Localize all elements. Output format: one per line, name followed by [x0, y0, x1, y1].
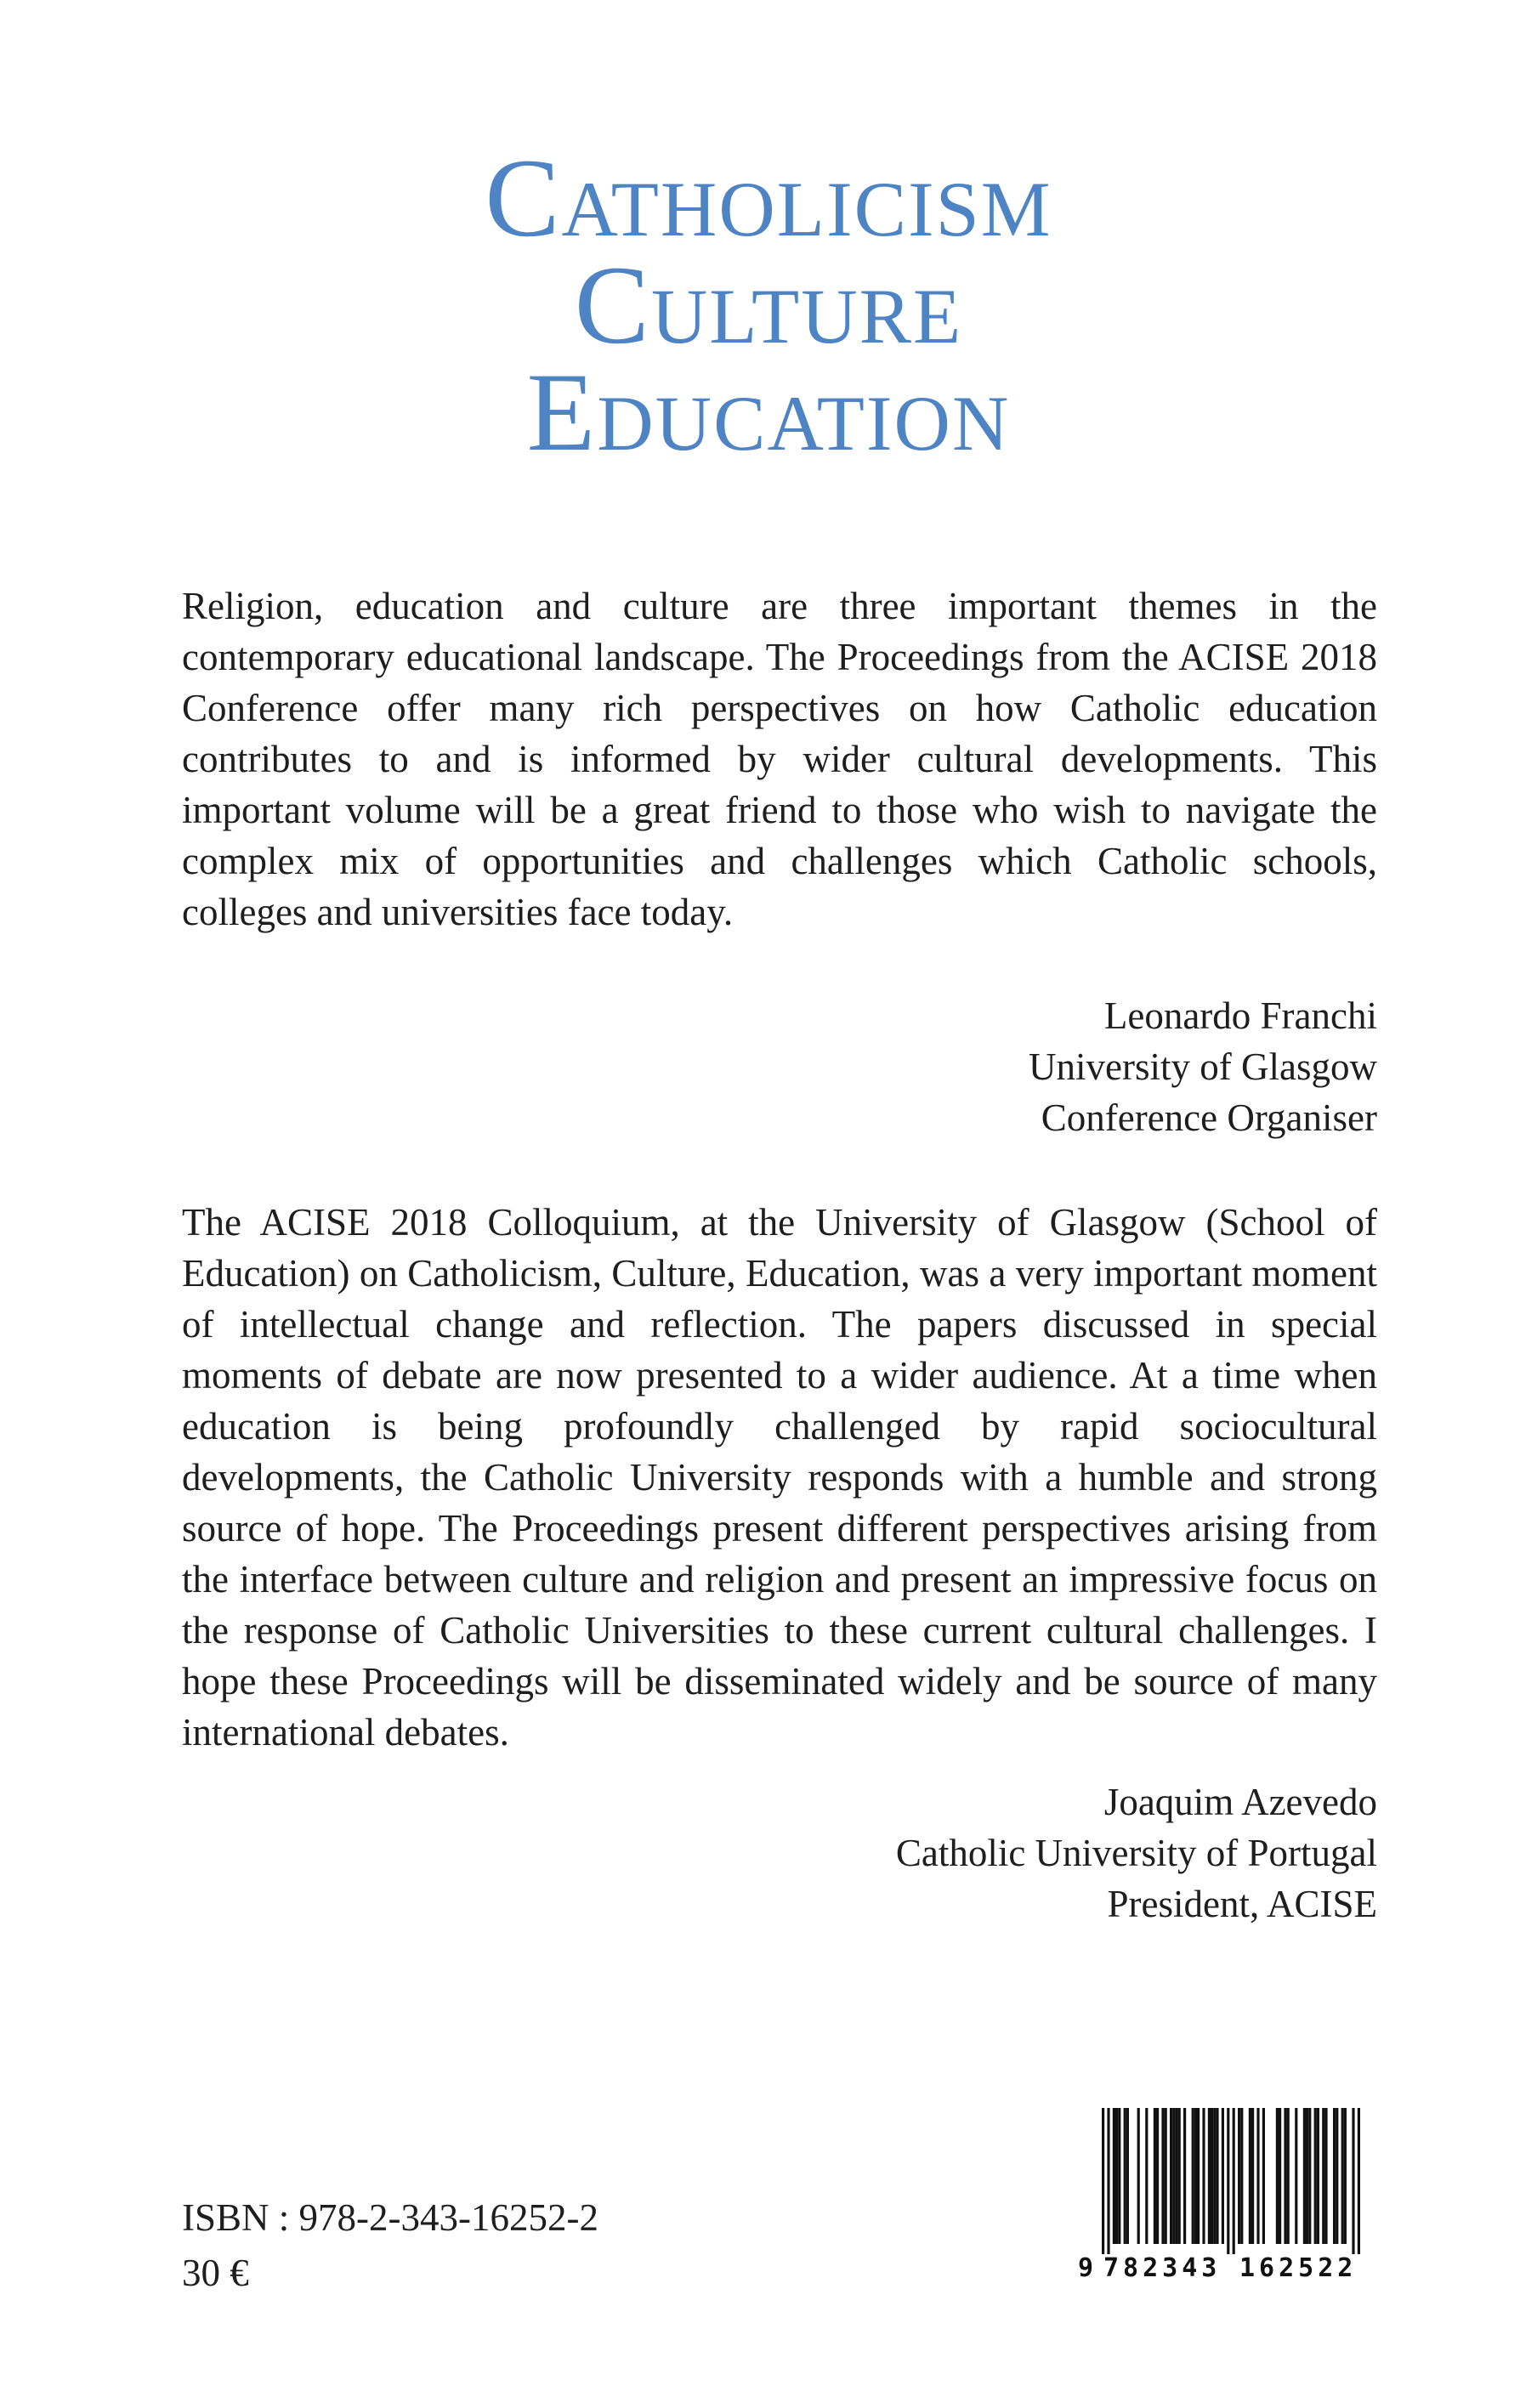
title-line-catholicism: Catholicism	[485, 135, 1052, 260]
barcode-bar	[1314, 2108, 1317, 2244]
barcode-bar	[1333, 2108, 1336, 2244]
barcode-bar	[1172, 2108, 1175, 2244]
attribution-name: Leonardo Franchi	[1103, 994, 1377, 1037]
barcode-bar	[1211, 2108, 1213, 2244]
barcode-bar	[1227, 2108, 1229, 2254]
barcode-bar	[1344, 2108, 1347, 2244]
barcode-bar	[1341, 2108, 1344, 2244]
barcode-bar	[1165, 2108, 1167, 2244]
barcode-bar	[1183, 2108, 1186, 2244]
barcode-bar	[1256, 2108, 1259, 2244]
barcode-bar	[1233, 2108, 1235, 2254]
isbn-label: ISBN : 978-2-343-16252-2	[182, 2196, 598, 2239]
attribution-affiliation: University of Glasgow	[1029, 1045, 1377, 1088]
title-line-culture: Culture	[574, 242, 963, 367]
barcode-bar	[1322, 2108, 1324, 2244]
barcode-bar	[1161, 2108, 1164, 2244]
barcode-bar	[1276, 2108, 1279, 2244]
title-line-education: Education	[526, 349, 1011, 474]
barcode-bar	[1124, 2108, 1126, 2244]
barcode-bar	[1113, 2108, 1115, 2244]
price-label: 30 €	[182, 2252, 249, 2294]
barcode-bar	[1324, 2108, 1327, 2244]
barcode-bar	[1170, 2108, 1172, 2244]
attribution-affiliation: Catholic University of Portugal	[895, 1832, 1377, 1874]
barcode-bar	[1137, 2108, 1140, 2244]
barcode-bar	[1222, 2108, 1224, 2244]
barcode-bar	[1279, 2108, 1281, 2244]
barcode-bar	[1194, 2108, 1197, 2244]
barcode-bar	[1175, 2108, 1177, 2244]
barcode-bar	[1178, 2108, 1181, 2244]
book-title	[0, 135, 1537, 474]
barcode-bar	[1102, 2108, 1104, 2254]
barcode-bar	[1115, 2108, 1118, 2244]
attribution-role: Conference Organiser	[1041, 1096, 1377, 1139]
attribution-name: Joaquim Azevedo	[1103, 1781, 1377, 1823]
attribution-azevedo	[896, 1776, 1377, 1929]
barcode-bar	[1317, 2108, 1319, 2244]
barcode-right-group: 162522	[1239, 2253, 1358, 2283]
barcode-bar	[1287, 2108, 1290, 2244]
barcode-bar	[1238, 2108, 1240, 2244]
barcode-bars	[1078, 2108, 1377, 2254]
barcode	[1078, 2108, 1377, 2286]
barcode-bar	[1358, 2108, 1360, 2254]
barcode-bar	[1192, 2108, 1194, 2244]
barcode-bar	[1352, 2108, 1354, 2254]
barcode-bar	[1240, 2108, 1243, 2244]
barcode-left-group: 782343	[1103, 2253, 1222, 2283]
barcode-bar	[1336, 2108, 1338, 2244]
barcode-bar	[1262, 2108, 1265, 2244]
barcode-bar	[1303, 2108, 1306, 2244]
barcode-bar	[1306, 2108, 1308, 2244]
barcode-bar	[1308, 2108, 1311, 2244]
barcode-bar	[1208, 2108, 1211, 2244]
blurb-franchi: Religion, education and culture are three important themes in the contemporary educational landscape. The Proceedings from the ACISE 2018 Conference offer many rich perspectives on how Catholic education contributes to and is informed by wider cultural developments. This important volume will be a great friend to those who wish to navigate the complex mix of opportunities and challenges which Catholic schools, colleges and universities face today.	[182, 585, 1377, 933]
barcode-bar	[1284, 2108, 1286, 2244]
attribution-role: President, ACISE	[1107, 1883, 1377, 1925]
barcode-bar	[1249, 2108, 1251, 2244]
barcode-bar	[1216, 2108, 1218, 2244]
barcode-bar	[1118, 2108, 1120, 2244]
barcode-bar	[1107, 2108, 1109, 2254]
blurb-azevedo: The ACISE 2018 Colloquium, at the University of Glasgow (School of Education) on Catholicism, Culture, Education, was a very important moment of intellectual change and reflection. The papers discussed in special moments of debate are now presented to a wider audience. At a time when education is being profoundly challenged by rapid sociocultural developments, the Catholic University responds with a humble and strong source of hope. The Proceedings present different perspectives arising from the interface between culture and religion and present an impressive focus on the response of Catholic Universities to these current cultural challenges. I hope these Proceedings will be disseminated widely and be source of many international debates.	[182, 1201, 1377, 1754]
barcode-bar	[1213, 2108, 1216, 2244]
barcode-digits	[1078, 2252, 1377, 2285]
barcode-bar	[1126, 2108, 1129, 2244]
attribution-franchi	[1029, 990, 1377, 1143]
barcode-bar	[1145, 2108, 1148, 2244]
barcode-bar	[1156, 2108, 1159, 2244]
barcode-bar	[1251, 2108, 1254, 2244]
barcode-first-digit: 9	[1078, 2253, 1094, 2283]
barcode-bar	[1202, 2108, 1205, 2244]
barcode-bar	[1154, 2108, 1156, 2244]
barcode-bar	[1295, 2108, 1297, 2244]
barcode-bar	[1197, 2108, 1200, 2244]
publication-info	[182, 2190, 598, 2301]
